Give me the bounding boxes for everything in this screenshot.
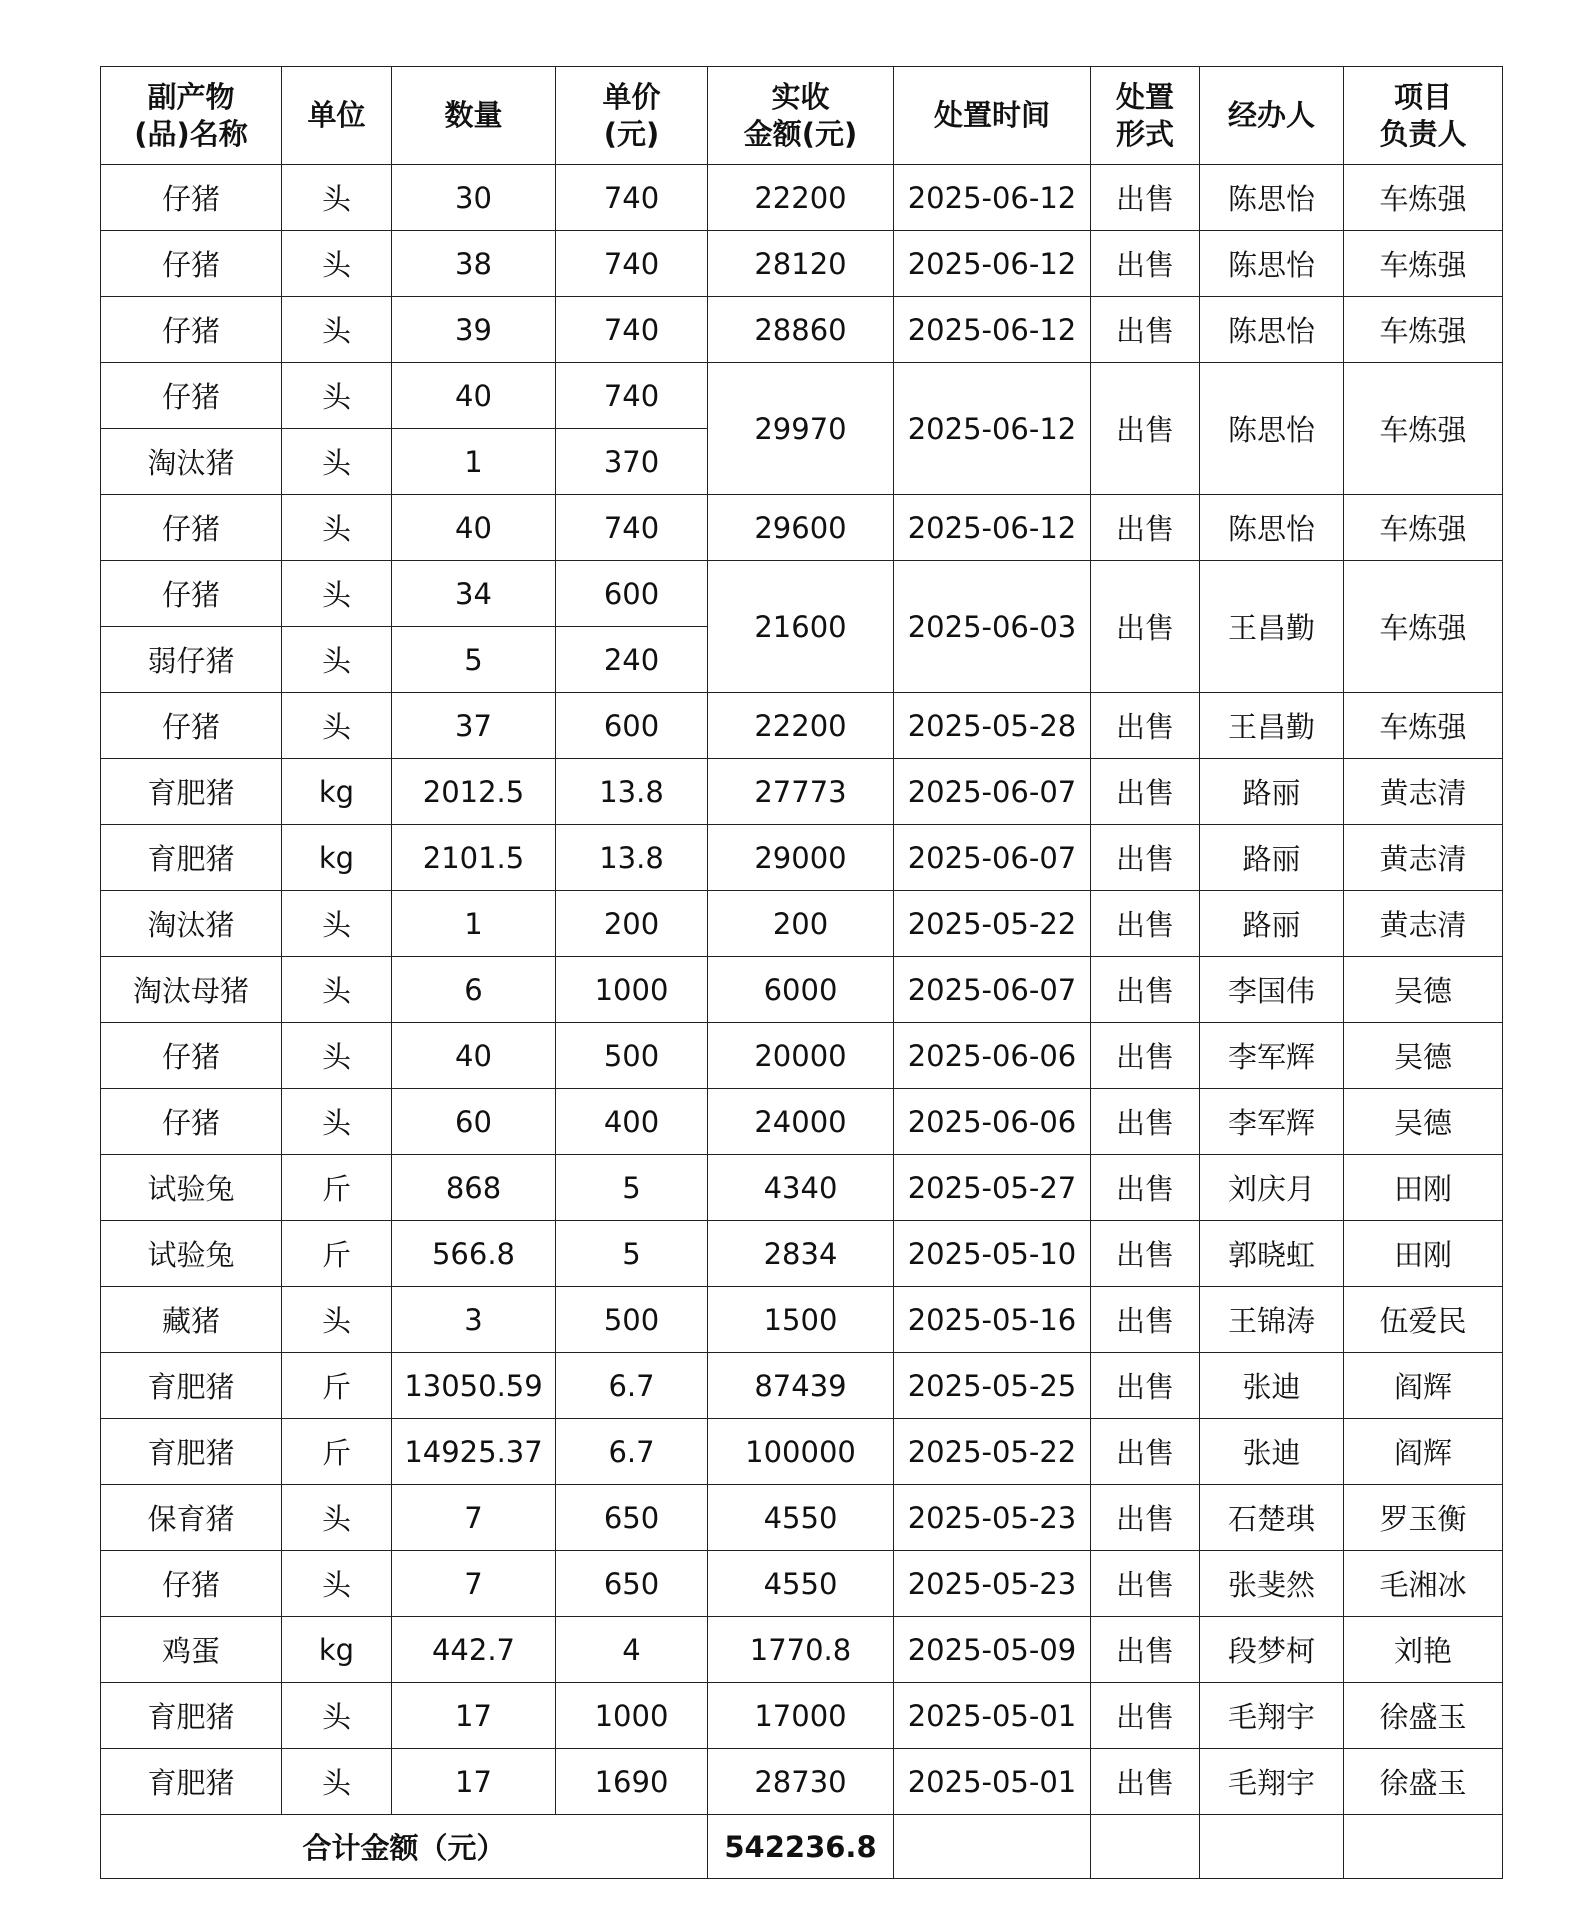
cell-name: 试验兔 [101, 1155, 282, 1221]
cell-handler: 张迪 [1200, 1419, 1344, 1485]
cell-handler: 毛翔宇 [1200, 1683, 1344, 1749]
cell-unit: 头 [282, 429, 392, 495]
cell-price: 6.7 [556, 1353, 708, 1419]
cell-leader: 黄志清 [1344, 825, 1503, 891]
cell-handler: 路丽 [1200, 759, 1344, 825]
cell-quantity: 34 [392, 561, 556, 627]
cell-name: 仔猪 [101, 363, 282, 429]
cell-amount: 29970 [708, 363, 894, 495]
cell-unit: 头 [282, 1485, 392, 1551]
cell-unit: 斤 [282, 1221, 392, 1287]
cell-price: 600 [556, 561, 708, 627]
table-row [101, 1749, 1503, 1815]
table-row [101, 165, 1503, 231]
cell-form: 出售 [1091, 957, 1200, 1023]
cell-name: 育肥猪 [101, 1749, 282, 1815]
header-text: 负责人 [1379, 116, 1467, 151]
cell-quantity: 14925.37 [392, 1419, 556, 1485]
header-text: (品)名称 [134, 116, 248, 151]
cell-price: 1000 [556, 957, 708, 1023]
cell-unit: 头 [282, 297, 392, 363]
cell-price: 6.7 [556, 1419, 708, 1485]
cell-date: 2025-06-07 [894, 759, 1091, 825]
cell-name: 仔猪 [101, 495, 282, 561]
cell-amount: 28860 [708, 297, 894, 363]
cell-form: 出售 [1091, 495, 1200, 561]
cell-quantity: 2101.5 [392, 825, 556, 891]
cell-price: 1690 [556, 1749, 708, 1815]
cell-quantity: 38 [392, 231, 556, 297]
table-row [101, 1221, 1503, 1287]
cell-unit: 头 [282, 165, 392, 231]
cell-leader: 刘艳 [1344, 1617, 1503, 1683]
cell-amount: 1770.8 [708, 1617, 894, 1683]
cell-name: 弱仔猪 [101, 627, 282, 693]
cell-price: 500 [556, 1287, 708, 1353]
header-date [894, 67, 1091, 165]
cell-price: 500 [556, 1023, 708, 1089]
cell-date: 2025-06-12 [894, 297, 1091, 363]
cell-quantity: 442.7 [392, 1617, 556, 1683]
cell-name: 鸡蛋 [101, 1617, 282, 1683]
cell-name: 育肥猪 [101, 759, 282, 825]
cell-quantity: 40 [392, 1023, 556, 1089]
table-row [101, 363, 1503, 429]
cell-name: 仔猪 [101, 1089, 282, 1155]
header-text: 单价 [602, 80, 661, 115]
cell-unit: kg [282, 825, 392, 891]
cell-handler: 张迪 [1200, 1353, 1344, 1419]
cell-form: 出售 [1091, 363, 1200, 495]
cell-name: 试验兔 [101, 1221, 282, 1287]
cell-unit: 头 [282, 495, 392, 561]
cell-amount: 24000 [708, 1089, 894, 1155]
cell-amount: 4550 [708, 1485, 894, 1551]
cell-handler: 陈思怡 [1200, 363, 1344, 495]
cell-quantity: 3 [392, 1287, 556, 1353]
cell-form: 出售 [1091, 891, 1200, 957]
cell-name: 藏猪 [101, 1287, 282, 1353]
cell-unit: 头 [282, 561, 392, 627]
table-row [101, 297, 1503, 363]
cell-date: 2025-05-01 [894, 1683, 1091, 1749]
cell-leader: 伍爱民 [1344, 1287, 1503, 1353]
table-row [101, 759, 1503, 825]
cell-handler: 陈思怡 [1200, 297, 1344, 363]
cell-form: 出售 [1091, 1221, 1200, 1287]
header-text: 形式 [1115, 116, 1174, 151]
cell-amount: 28120 [708, 231, 894, 297]
cell-quantity: 37 [392, 693, 556, 759]
cell-leader: 车炼强 [1344, 693, 1503, 759]
cell-name: 淘汰猪 [101, 429, 282, 495]
cell-form: 出售 [1091, 759, 1200, 825]
cell-date: 2025-06-12 [894, 165, 1091, 231]
header-text: 数量 [444, 98, 503, 133]
table-row [101, 231, 1503, 297]
cell-date: 2025-05-25 [894, 1353, 1091, 1419]
cell-amount: 4340 [708, 1155, 894, 1221]
cell-handler: 王昌勤 [1200, 561, 1344, 693]
cell-quantity: 1 [392, 429, 556, 495]
cell-form: 出售 [1091, 1683, 1200, 1749]
table-row [101, 1353, 1503, 1419]
cell-handler: 李军辉 [1200, 1023, 1344, 1089]
cell-handler: 段梦柯 [1200, 1617, 1344, 1683]
cell-handler: 王锦涛 [1200, 1287, 1344, 1353]
table-row [101, 495, 1503, 561]
cell-handler: 李国伟 [1200, 957, 1344, 1023]
cell-quantity: 40 [392, 363, 556, 429]
cell-quantity: 17 [392, 1683, 556, 1749]
table-row [101, 957, 1503, 1023]
cell-price: 370 [556, 429, 708, 495]
cell-handler: 陈思怡 [1200, 165, 1344, 231]
cell-quantity: 5 [392, 627, 556, 693]
total-value: 542236.8 [708, 1815, 894, 1879]
table-body [101, 165, 1503, 1815]
cell-date: 2025-06-07 [894, 825, 1091, 891]
cell-name: 育肥猪 [101, 1683, 282, 1749]
table-row [101, 1155, 1503, 1221]
cell-price: 13.8 [556, 759, 708, 825]
cell-unit: 斤 [282, 1155, 392, 1221]
table-header [101, 67, 1503, 165]
header-text: 项目 [1393, 80, 1452, 115]
cell-form: 出售 [1091, 231, 1200, 297]
table-row [101, 1551, 1503, 1617]
header-text: 处置时间 [933, 98, 1050, 133]
table-row [101, 1287, 1503, 1353]
table-row [101, 1485, 1503, 1551]
table-row [101, 1617, 1503, 1683]
cell-date: 2025-06-06 [894, 1089, 1091, 1155]
cell-quantity: 7 [392, 1551, 556, 1617]
cell-date: 2025-05-16 [894, 1287, 1091, 1353]
cell-unit: 头 [282, 363, 392, 429]
cell-leader: 黄志清 [1344, 891, 1503, 957]
cell-date: 2025-06-12 [894, 495, 1091, 561]
cell-quantity: 60 [392, 1089, 556, 1155]
header-text: 金额(元) [743, 116, 858, 151]
cell-name: 育肥猪 [101, 1353, 282, 1419]
cell-unit: 头 [282, 627, 392, 693]
cell-quantity: 6 [392, 957, 556, 1023]
cell-form: 出售 [1091, 693, 1200, 759]
cell-leader: 吴德 [1344, 1023, 1503, 1089]
cell-form: 出售 [1091, 1749, 1200, 1815]
cell-form: 出售 [1091, 297, 1200, 363]
cell-leader: 徐盛玉 [1344, 1683, 1503, 1749]
cell-handler: 王昌勤 [1200, 693, 1344, 759]
cell-leader: 田刚 [1344, 1155, 1503, 1221]
cell-amount: 28730 [708, 1749, 894, 1815]
cell-amount: 22200 [708, 165, 894, 231]
cell-quantity: 13050.59 [392, 1353, 556, 1419]
cell-name: 仔猪 [101, 1551, 282, 1617]
table-row [101, 561, 1503, 627]
cell-leader: 吴德 [1344, 1089, 1503, 1155]
cell-leader: 罗玉衡 [1344, 1485, 1503, 1551]
cell-unit: 头 [282, 957, 392, 1023]
cell-date: 2025-05-22 [894, 1419, 1091, 1485]
table-row [101, 1089, 1503, 1155]
cell-quantity: 566.8 [392, 1221, 556, 1287]
cell-unit: kg [282, 1617, 392, 1683]
cell-leader: 黄志清 [1344, 759, 1503, 825]
cell-amount: 29000 [708, 825, 894, 891]
cell-unit: 头 [282, 231, 392, 297]
cell-handler: 刘庆月 [1200, 1155, 1344, 1221]
cell-amount: 1500 [708, 1287, 894, 1353]
cell-leader: 车炼强 [1344, 297, 1503, 363]
cell-date: 2025-05-10 [894, 1221, 1091, 1287]
cell-name: 育肥猪 [101, 825, 282, 891]
cell-price: 240 [556, 627, 708, 693]
cell-form: 出售 [1091, 1617, 1200, 1683]
cell-amount: 22200 [708, 693, 894, 759]
header-text: 单位 [307, 98, 366, 133]
cell-form: 出售 [1091, 1155, 1200, 1221]
header-text: 经办人 [1227, 98, 1315, 133]
cell-leader: 徐盛玉 [1344, 1749, 1503, 1815]
cell-unit: 斤 [282, 1419, 392, 1485]
cell-date: 2025-06-03 [894, 561, 1091, 693]
cell-leader: 车炼强 [1344, 165, 1503, 231]
cell-date: 2025-05-23 [894, 1485, 1091, 1551]
cell-date: 2025-06-12 [894, 363, 1091, 495]
total-label: 合计金额（元） [101, 1815, 708, 1879]
table-row [101, 693, 1503, 759]
cell-date: 2025-05-01 [894, 1749, 1091, 1815]
total-row [101, 1815, 1503, 1879]
cell-leader: 吴德 [1344, 957, 1503, 1023]
cell-unit: 头 [282, 1551, 392, 1617]
cell-form: 出售 [1091, 561, 1200, 693]
header-handler [1200, 67, 1344, 165]
header-name [101, 67, 282, 165]
cell-quantity: 868 [392, 1155, 556, 1221]
cell-amount: 200 [708, 891, 894, 957]
cell-form: 出售 [1091, 1089, 1200, 1155]
cell-price: 650 [556, 1551, 708, 1617]
cell-unit: kg [282, 759, 392, 825]
cell-price: 740 [556, 363, 708, 429]
cell-date: 2025-05-09 [894, 1617, 1091, 1683]
cell-name: 仔猪 [101, 297, 282, 363]
cell-unit: 头 [282, 1023, 392, 1089]
table-row [101, 1023, 1503, 1089]
cell-form: 出售 [1091, 825, 1200, 891]
cell-amount: 4550 [708, 1551, 894, 1617]
cell-leader: 毛湘冰 [1344, 1551, 1503, 1617]
cell-quantity: 40 [392, 495, 556, 561]
cell-leader: 车炼强 [1344, 561, 1503, 693]
cell-handler: 陈思怡 [1200, 495, 1344, 561]
cell-leader: 车炼强 [1344, 231, 1503, 297]
cell-price: 650 [556, 1485, 708, 1551]
cell-amount: 6000 [708, 957, 894, 1023]
cell-name: 淘汰母猪 [101, 957, 282, 1023]
cell-amount: 29600 [708, 495, 894, 561]
cell-quantity: 7 [392, 1485, 556, 1551]
cell-unit: 头 [282, 1683, 392, 1749]
cell-price: 13.8 [556, 825, 708, 891]
cell-handler: 路丽 [1200, 825, 1344, 891]
cell-leader: 阎辉 [1344, 1353, 1503, 1419]
header-unit [282, 67, 392, 165]
cell-name: 育肥猪 [101, 1419, 282, 1485]
header-amount [708, 67, 894, 165]
cell-price: 4 [556, 1617, 708, 1683]
header-form [1091, 67, 1200, 165]
cell-amount: 100000 [708, 1419, 894, 1485]
cell-form: 出售 [1091, 165, 1200, 231]
cell-form: 出售 [1091, 1023, 1200, 1089]
cell-leader: 车炼强 [1344, 363, 1503, 495]
empty-cell [1344, 1815, 1503, 1879]
cell-price: 740 [556, 165, 708, 231]
cell-quantity: 39 [392, 297, 556, 363]
cell-price: 5 [556, 1221, 708, 1287]
cell-handler: 郭晓虹 [1200, 1221, 1344, 1287]
cell-name: 仔猪 [101, 561, 282, 627]
header-quantity [392, 67, 556, 165]
cell-form: 出售 [1091, 1485, 1200, 1551]
cell-date: 2025-05-28 [894, 693, 1091, 759]
cell-handler: 毛翔宇 [1200, 1749, 1344, 1815]
cell-form: 出售 [1091, 1551, 1200, 1617]
cell-unit: 斤 [282, 1353, 392, 1419]
header-text: 实收 [771, 80, 830, 115]
cell-unit: 头 [282, 891, 392, 957]
cell-form: 出售 [1091, 1419, 1200, 1485]
cell-date: 2025-05-23 [894, 1551, 1091, 1617]
cell-leader: 阎辉 [1344, 1419, 1503, 1485]
table-row [101, 891, 1503, 957]
header-text: 处置 [1115, 80, 1174, 115]
cell-quantity: 1 [392, 891, 556, 957]
cell-amount: 2834 [708, 1221, 894, 1287]
cell-date: 2025-06-06 [894, 1023, 1091, 1089]
cell-date: 2025-06-12 [894, 231, 1091, 297]
cell-handler: 路丽 [1200, 891, 1344, 957]
table-row [101, 825, 1503, 891]
header-text: 副产物 [147, 80, 235, 115]
cell-price: 1000 [556, 1683, 708, 1749]
header-text: (元) [603, 116, 660, 151]
cell-price: 740 [556, 495, 708, 561]
cell-name: 仔猪 [101, 231, 282, 297]
disposal-table [100, 66, 1503, 1879]
cell-date: 2025-05-27 [894, 1155, 1091, 1221]
cell-leader: 车炼强 [1344, 495, 1503, 561]
cell-price: 740 [556, 231, 708, 297]
cell-date: 2025-05-22 [894, 891, 1091, 957]
cell-amount: 27773 [708, 759, 894, 825]
cell-name: 仔猪 [101, 165, 282, 231]
cell-name: 淘汰猪 [101, 891, 282, 957]
cell-handler: 李军辉 [1200, 1089, 1344, 1155]
cell-amount: 17000 [708, 1683, 894, 1749]
cell-unit: 头 [282, 1089, 392, 1155]
cell-leader: 田刚 [1344, 1221, 1503, 1287]
cell-price: 600 [556, 693, 708, 759]
header-leader [1344, 67, 1503, 165]
cell-handler: 陈思怡 [1200, 231, 1344, 297]
header-price [556, 67, 708, 165]
cell-amount: 21600 [708, 561, 894, 693]
table-row [101, 1419, 1503, 1485]
cell-quantity: 2012.5 [392, 759, 556, 825]
cell-unit: 头 [282, 693, 392, 759]
cell-name: 保育猪 [101, 1485, 282, 1551]
cell-name: 仔猪 [101, 1023, 282, 1089]
cell-name: 仔猪 [101, 693, 282, 759]
cell-quantity: 17 [392, 1749, 556, 1815]
empty-cell [894, 1815, 1091, 1879]
empty-cell [1091, 1815, 1200, 1879]
empty-cell [1200, 1815, 1344, 1879]
cell-quantity: 30 [392, 165, 556, 231]
cell-price: 5 [556, 1155, 708, 1221]
cell-handler: 石楚琪 [1200, 1485, 1344, 1551]
cell-unit: 头 [282, 1749, 392, 1815]
cell-amount: 20000 [708, 1023, 894, 1089]
cell-handler: 张斐然 [1200, 1551, 1344, 1617]
cell-unit: 头 [282, 1287, 392, 1353]
table-row [101, 1683, 1503, 1749]
cell-date: 2025-06-07 [894, 957, 1091, 1023]
header-row [101, 67, 1503, 165]
cell-price: 200 [556, 891, 708, 957]
table-footer [101, 1815, 1503, 1879]
cell-form: 出售 [1091, 1287, 1200, 1353]
cell-form: 出售 [1091, 1353, 1200, 1419]
cell-amount: 87439 [708, 1353, 894, 1419]
cell-price: 740 [556, 297, 708, 363]
cell-price: 400 [556, 1089, 708, 1155]
